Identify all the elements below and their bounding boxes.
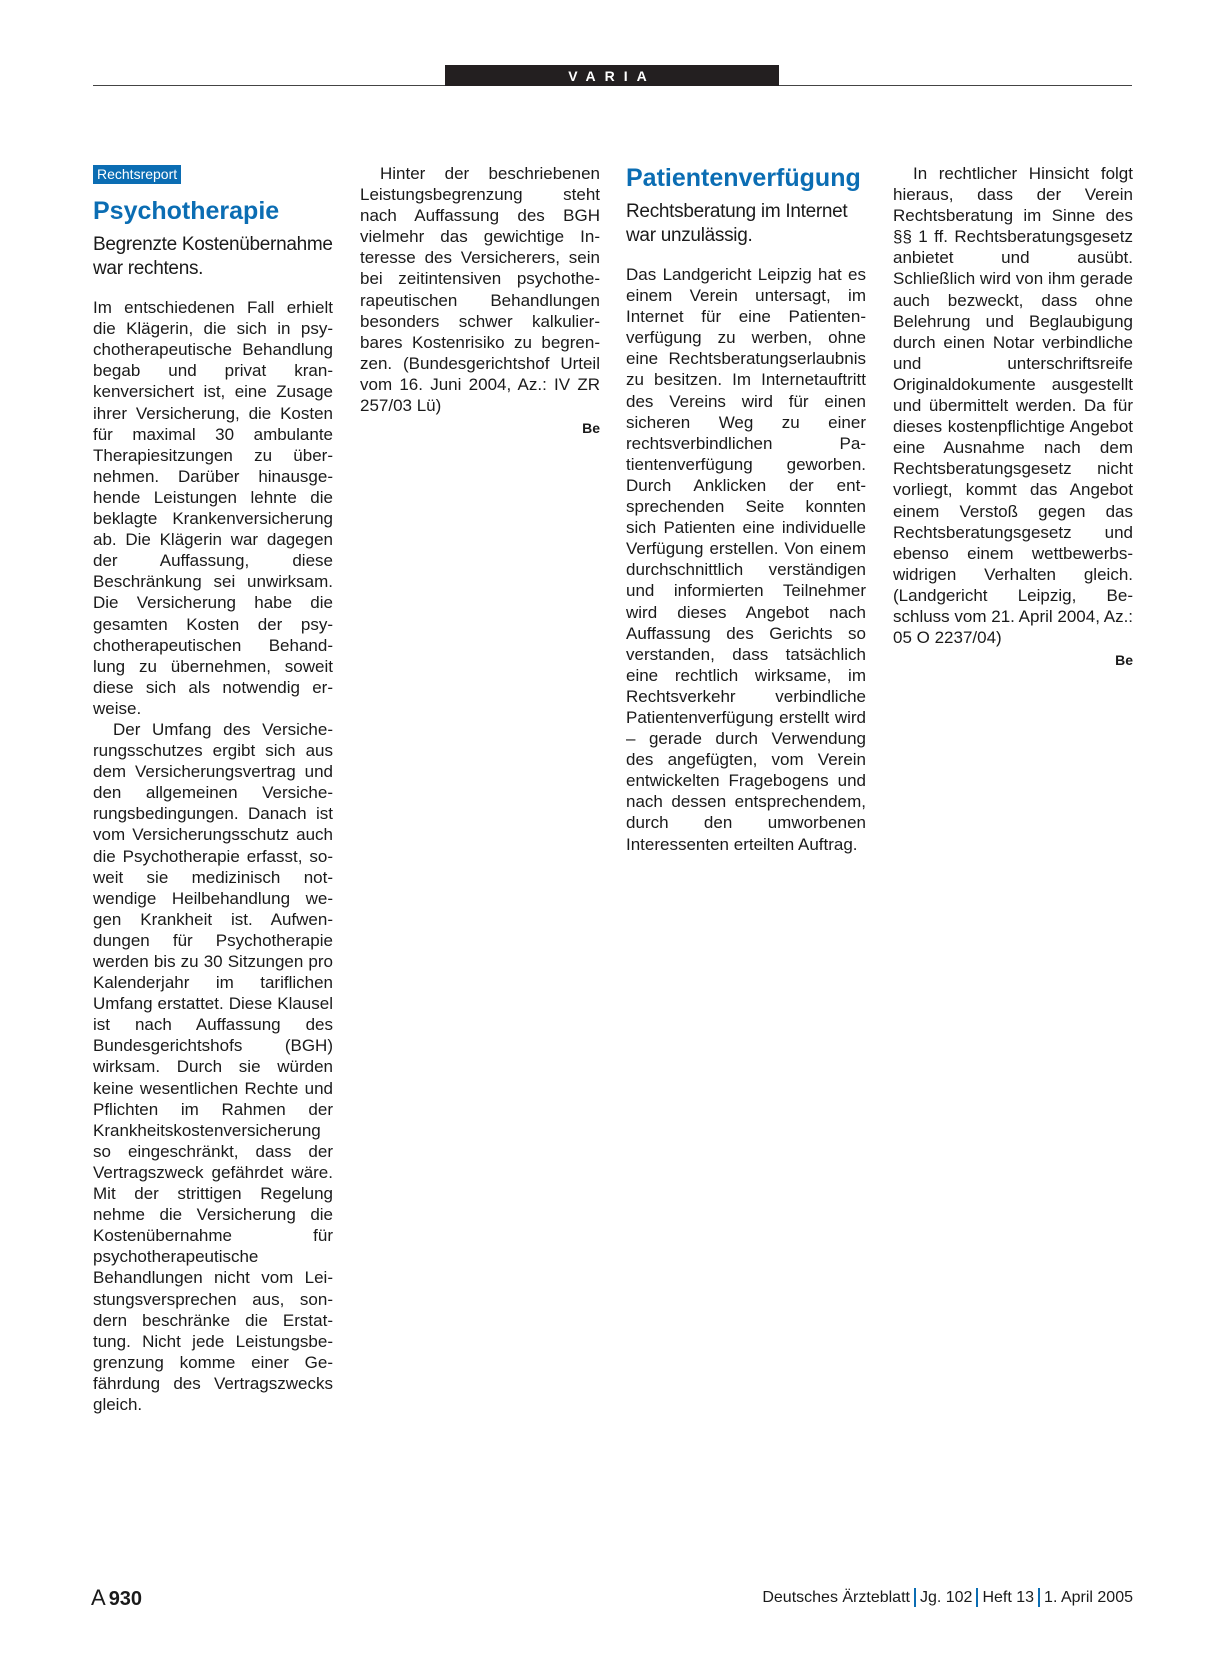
body-paragraph: Das Landgericht Leipzig hat es einem Verein untersagt, im Internet für eine Patientenverfügung zu werben, ohne eine Rechtsberatungserlaubnis zu besitzen. Im Internetauftritt des Vereins wird für einen sicheren Weg zu einer rechtsverbindlichen Patientenverfügung geworben. Durch Anklicken der entsprechenden Seite konnten sich Patienten eine individuelle Verfügung erstellen. Von einem durchschnittlich verständigen und informierten Teilnehmer wird dieses Angebot nach Auffassung des Gerichts so verstanden, dass tatsächlich eine rechtlich wirksame, im Rechtsverkehr verbindliche Patientenverfügung erstellt wird – gerade durch Verwendung des angefügten, vom Verein entwickelten Fragebogens und nach dessen entsprechendem, durch den umworbenen Interessenten erteilten Auftrag. [626,265,866,854]
journal-reference [762,1588,1133,1607]
journal-name: Deutsches Ärzteblatt [762,1588,910,1606]
article-headline: Patientenverfügung [626,164,861,192]
body-paragraph: Der Umfang des Versicherungsschutzes ergibt sich aus dem Versicherungsvertrag und den allgemeinen Versicherungsbedingungen. Danach ist vom Versicherungsschutz auch die Psychotherapie erfasst, soweit sie medizinisch notwendige Heilbehandlung wegen Krankheit ist. Aufwendungen für Psychotherapie werden bis zu 30 Sitzungen pro Kalenderjahr im tariflichen Umfang erstattet. Diese Klausel ist nach Auffassung des Bundesgerichtshofs (BGH) wirksam. Durch sie würden keine wesentlichen Rechte und Pflichten im Rahmen der Krankheitskostenversicherung so eingeschränkt, dass der Vertragszweck gefährdet wäre. Mit der strittigen Regelung nehme die Versicherung die Kostenübernahme für psychotherapeutische Behandlungen nicht vom Leistungsversprechen aus, sondern beschränke die Erstattung. Nicht jede Leistungsbegrenzung komme einer Gefährdung des Vertragszwecks gleich. [93,719,333,1414]
page-prefix: A [91,1585,106,1610]
body-paragraph: In rechtlicher Hinsicht folgt hieraus, dass der Verein Rechtsberatung im Sinne des §§ 1 ff. Rechtsberatungsgesetz anbietet und ausübt. Schließlich wird von ihm gerade auch bezweckt, dass ohne Belehrung und Beglaubigung durch einen Notar verbindliche und unterschriftsreife Originaldokumente ausgestellt und übermittelt werden. Da für dieses kostenpflichtige Angebot eine Ausnahme nach dem Rechtsberatungsgesetz nicht vorliegt, kommt das Angebot einem Verstoß gegen das Rechtsberatungsgesetz und ebenso einem wettbewerbswidrigen Verhalten gleich. (Landgericht Leipzig, Beschluss vom 21. April 2004, Az.: 05 O 2237/04) [893,164,1134,648]
article-deck: Begrenzte Kostenübernahme war rechtens. [93,234,333,280]
journal-volume: Jg. 102 [919,1588,973,1606]
journal-date: 1. April 2005 [1044,1588,1133,1606]
article-continuation [893,163,1133,671]
divider [914,1588,916,1607]
article-psychotherapie [93,163,333,1415]
section-label: VARIA [445,65,779,86]
page-number-value: 930 [108,1588,143,1610]
article-patientenverfuegung [626,163,866,855]
body-paragraph: Hinter der beschriebenen Leistungsbegrenzung steht nach Auffassung des BGH vielmehr das gewichtige Interesse des Versicherers, sein bei zeitintensiven psychotherapeutischen Behandlungen besonders schwer kalkulierbares Kostenrisiko zu begrenzen. (Bundesgerichtshof Urteil vom 16. Juni 2004, Az.: IV ZR 257/03 Lü) [360,164,600,416]
divider [1038,1588,1040,1607]
journal-issue: Heft 13 [982,1588,1035,1606]
divider [976,1588,978,1607]
article-continuation [360,163,600,439]
author-signature: Be [582,420,600,437]
author-signature: Be [1115,652,1133,669]
body-paragraph: Im entschiedenen Fall erhielt die Klägerin, die sich in psychotherapeutische Behandlung begab und privat krankenversichert ist, eine Zusage ihrer Versicherung, die Kosten für maximal 30 ambulante Therapiesitzungen zu übernehmen. Darüber hinausgehende Leistungen lehnte die beklagte Krankenversicherung ab. Die Klägerin war dagegen der Auffassung, diese Beschränkung sei unwirksam. Die Versicherung habe die gesamten Kosten der psychotherapeutischen Behandlung zu übernehmen, soweit diese sich als notwendig erweise. [93,298,333,718]
rubric-tag: Rechtsreport [93,165,181,184]
page-number [91,1585,142,1611]
article-headline: Psychotherapie [93,197,280,226]
article-deck: Rechtsberatung im Internet war unzulässig. [626,201,848,246]
